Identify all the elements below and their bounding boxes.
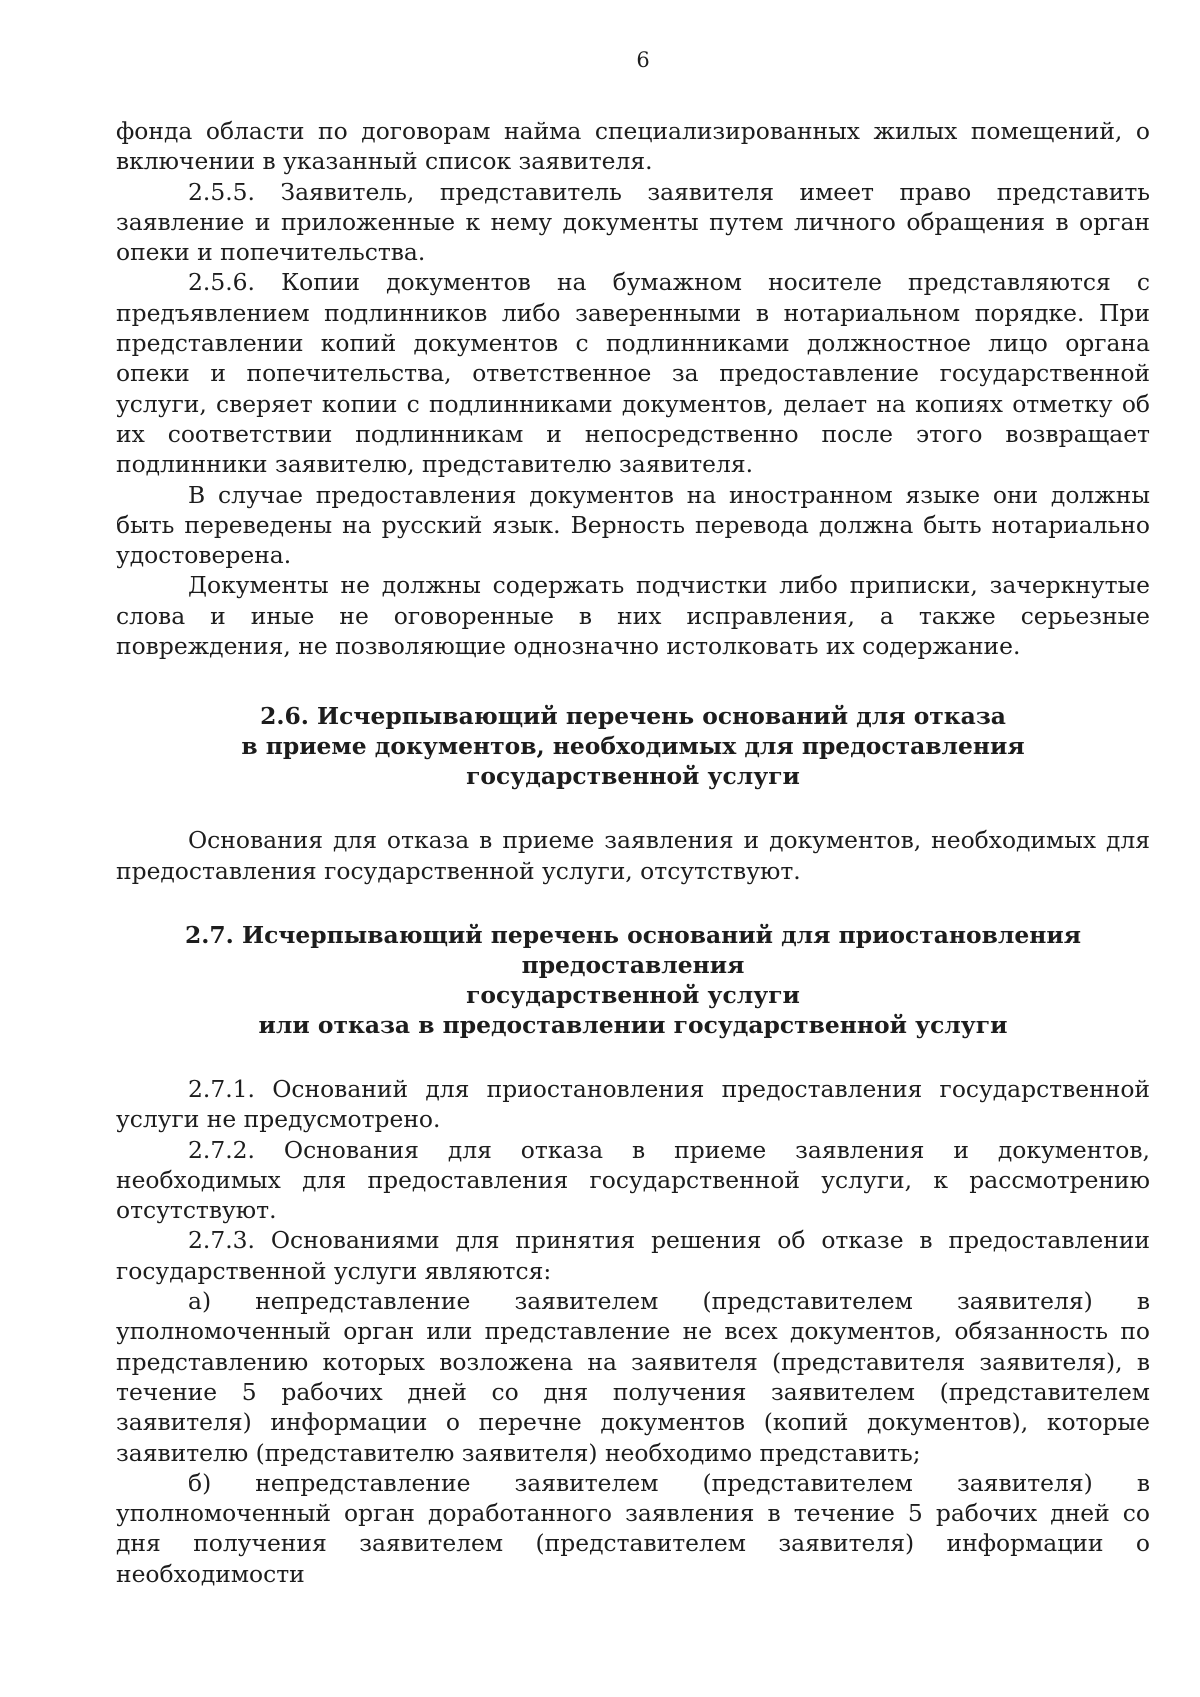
paragraph-2-7-2: 2.7.2. Основания для отказа в приеме заявления и документов, необходимых для предоставления государственной услуги, к рассмотрению отсутствуют. bbox=[116, 1135, 1150, 1225]
spacer bbox=[116, 1040, 1150, 1074]
heading-2-6-line-3: государственной услуги bbox=[466, 762, 800, 791]
heading-2-7-line-3: или отказа в предоставлении государственной услуги bbox=[258, 1010, 1008, 1039]
heading-2-6 bbox=[116, 701, 1150, 791]
page-number: 6 bbox=[636, 48, 650, 72]
heading-2-6-line-2: в приеме документов, необходимых для предоставления bbox=[241, 732, 1025, 761]
paragraph-2-5-5: 2.5.5. Заявитель, представитель заявителя имеет право представить заявление и приложенные к нему документы путем личного обращения в орган опеки и попечительства. bbox=[116, 177, 1150, 267]
paragraph-2-7-3: 2.7.3. Основаниями для принятия решения об отказе в предоставлении государственной услуги являются: bbox=[116, 1226, 1150, 1285]
heading-2-7-line-1: 2.7. Исчерпывающий перечень оснований для приостановления предоставления bbox=[184, 920, 1082, 979]
heading-2-7-line-2: государственной услуги bbox=[466, 980, 800, 1009]
paragraph-2-7-3-a: а) непредставление заявителем (представителем заявителя) в уполномоченный орган или представление не всех документов, обязанность по представлению которых возложена на заявителя (представителя заявителя), в течение 5 рабочих дней со дня получения заявителем (представителем заявителя) информации о перечне документов (копий документов), которые заявителю (представителю заявителя) необходимо представить; bbox=[116, 1287, 1150, 1467]
paragraph-foreign-language: В случае предоставления документов на иностранном языке они должны быть переведены на русский язык. Верность перевода должна быть нотариально удостоверена. bbox=[116, 480, 1150, 570]
paragraph-document-requirements: Документы не должны содержать подчистки либо приписки, зачеркнутые слова и иные не оговоренные в них исправления, а также серьезные повреждения, не позволяющие однозначно истолковать их содержание. bbox=[116, 571, 1150, 661]
heading-2-7 bbox=[116, 920, 1150, 1040]
paragraph-2-6-body: Основания для отказа в приеме заявления и документов, необходимых для предоставления государственной услуги, отсутствуют. bbox=[116, 826, 1150, 885]
paragraph-continuation: фонда области по договорам найма специализированных жилых помещений, о включении в указанный список заявителя. bbox=[116, 117, 1150, 176]
heading-2-6-line-1: 2.6. Исчерпывающий перечень оснований для отказа bbox=[260, 702, 1006, 731]
spacer bbox=[116, 661, 1150, 701]
paragraph-2-5-6: 2.5.6. Копии документов на бумажном носителе представляются с предъявлением подлинников либо заверенными в нотариальном порядке. При представлении копий документов с подлинниками должностное лицо органа опеки и попечительства, ответственное за предоставление государственной услуги, сверяет копии с подлинниками документов, делает на копиях отметку об их соответствии подлинникам и непосредственно после этого возвращает подлинники заявителю, представителю заявителя. bbox=[116, 268, 1150, 479]
paragraph-2-7-3-b: б) непредставление заявителем (представителем заявителя) в уполномоченный орган доработанного заявления в течение 5 рабочих дней со дня получения заявителем (представителем заявителя) информации о необходимости bbox=[116, 1468, 1150, 1588]
spacer bbox=[116, 791, 1150, 825]
spacer bbox=[116, 886, 1150, 920]
paragraph-2-7-1: 2.7.1. Оснований для приостановления предоставления государственной услуги не предусмотрено. bbox=[116, 1074, 1150, 1134]
